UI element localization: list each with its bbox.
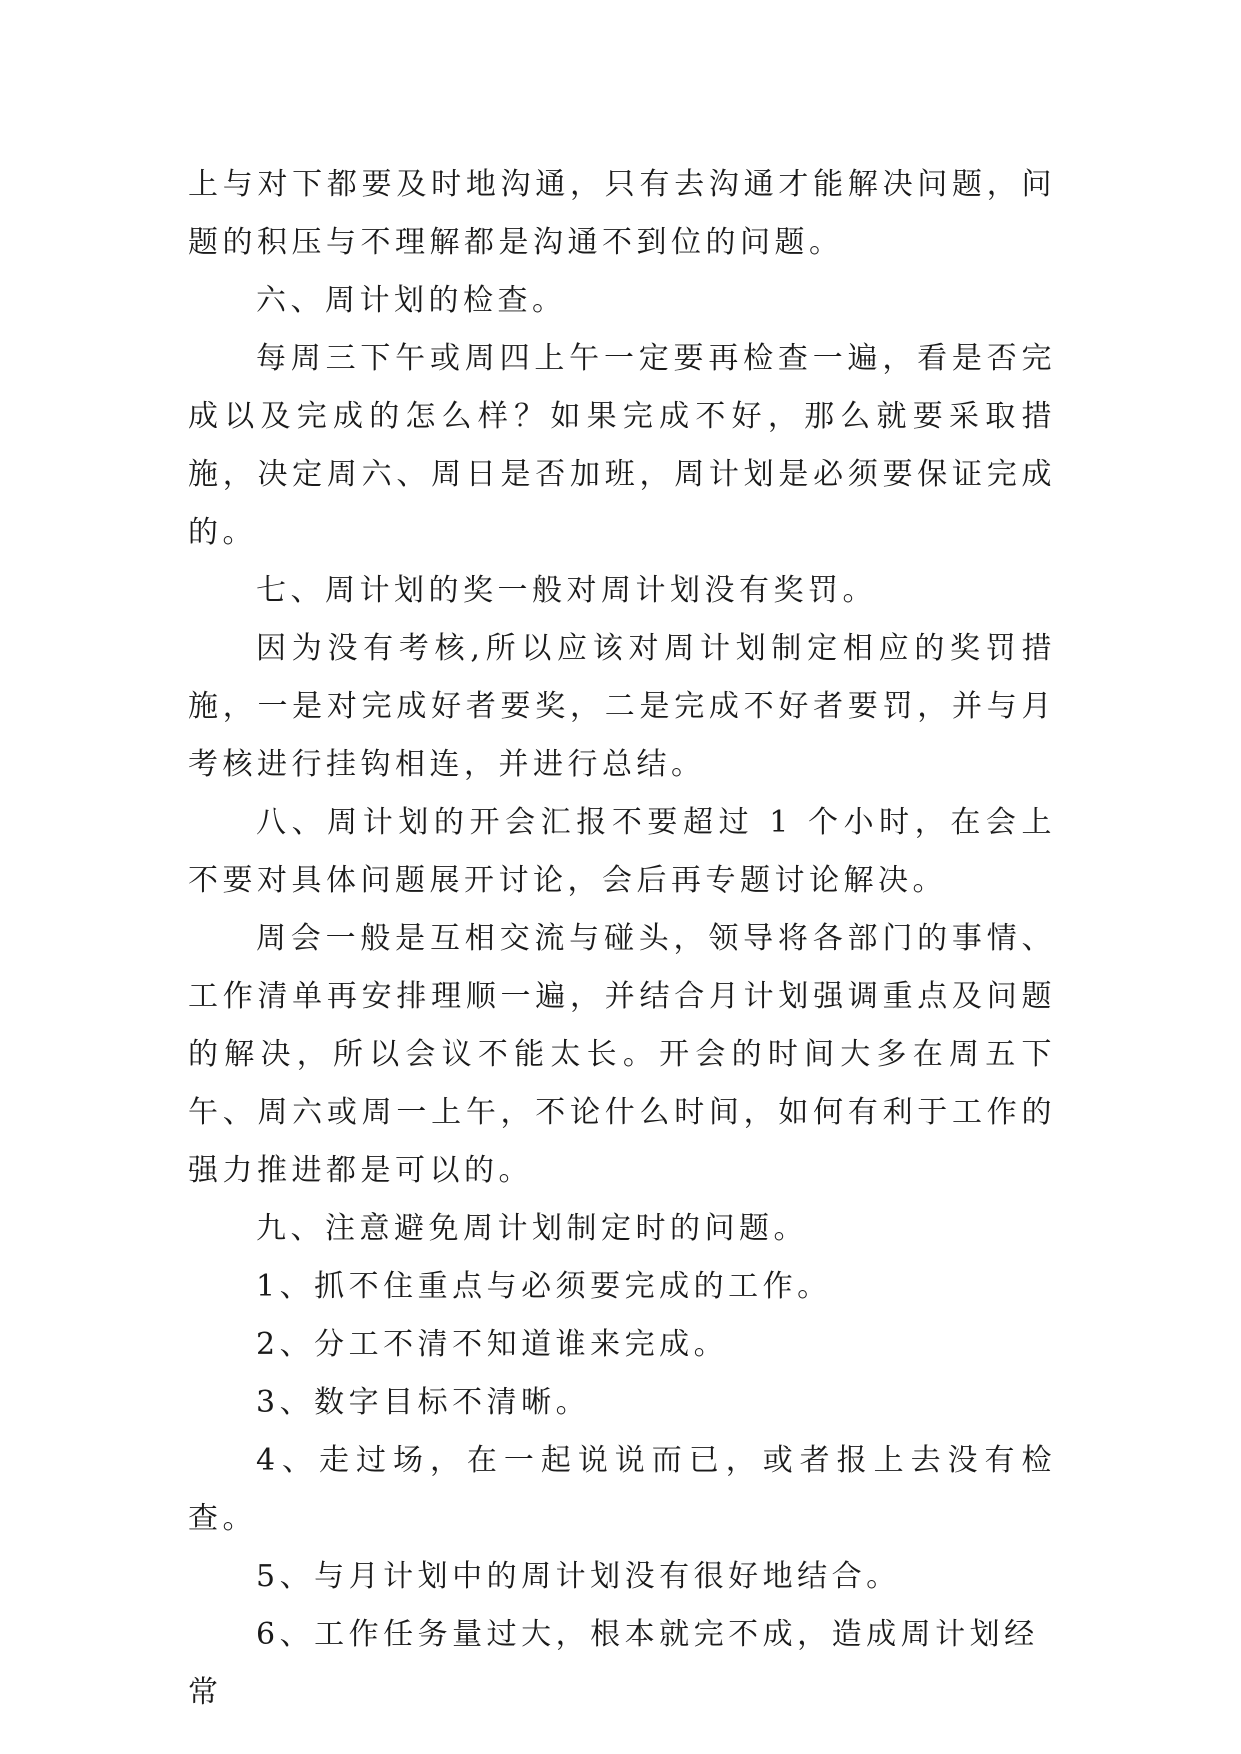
paragraph-continuation: 上与对下都要及时地沟通，只有去沟通才能解决问题，问题的积压与不理解都是沟通不到位的问题。 bbox=[188, 167, 1056, 260]
paragraph: 周会一般是互相交流与碰头，领导将各部门的事情、工作清单再安排理顺一遍，并结合月计划强调重点及问题的解决，所以会议不能太长。开会的时间大多在周五下午、周六或周一上午，不论什么时间，如何有利于工作的强力推进都是可以的。 bbox=[188, 921, 1056, 1188]
list-item: 5、与月计划中的周计划没有很好地结合。 bbox=[256, 1559, 901, 1594]
document-body bbox=[188, 156, 1056, 1722]
section-heading-6: 六、周计划的检查。 bbox=[256, 283, 567, 318]
list-item: 6、工作任务量过大，根本就完不成，造成周计划经常 bbox=[188, 1617, 1039, 1710]
paragraph: 每周三下午或周四上午一定要再检查一遍，看是否完成以及完成的怎么样？如果完成不好，那么就要采取措施，决定周六、周日是否加班，周计划是必须要保证完成的。 bbox=[188, 341, 1056, 550]
list-item: 2、分工不清不知道谁来完成。 bbox=[256, 1327, 729, 1362]
list-item: 1、抓不住重点与必须要完成的工作。 bbox=[256, 1269, 832, 1304]
section-heading-7: 七、周计划的奖一般对周计划没有奖罚。 bbox=[256, 573, 877, 608]
list-item: 4、走过场，在一起说说而已，或者报上去没有检查。 bbox=[188, 1443, 1056, 1536]
list-item: 3、数字目标不清晰。 bbox=[256, 1385, 591, 1420]
section-heading-9: 九、注意避免周计划制定时的问题。 bbox=[256, 1211, 808, 1246]
paragraph: 因为没有考核,所以应该对周计划制定相应的奖罚措施，一是对完成好者要奖，二是完成不好者要罚，并与月考核进行挂钩相连，并进行总结。 bbox=[188, 631, 1056, 782]
section-heading-8: 八、周计划的开会汇报不要超过 1 个小时，在会上不要对具体问题展开讨论，会后再专题讨论解决。 bbox=[188, 805, 1056, 898]
